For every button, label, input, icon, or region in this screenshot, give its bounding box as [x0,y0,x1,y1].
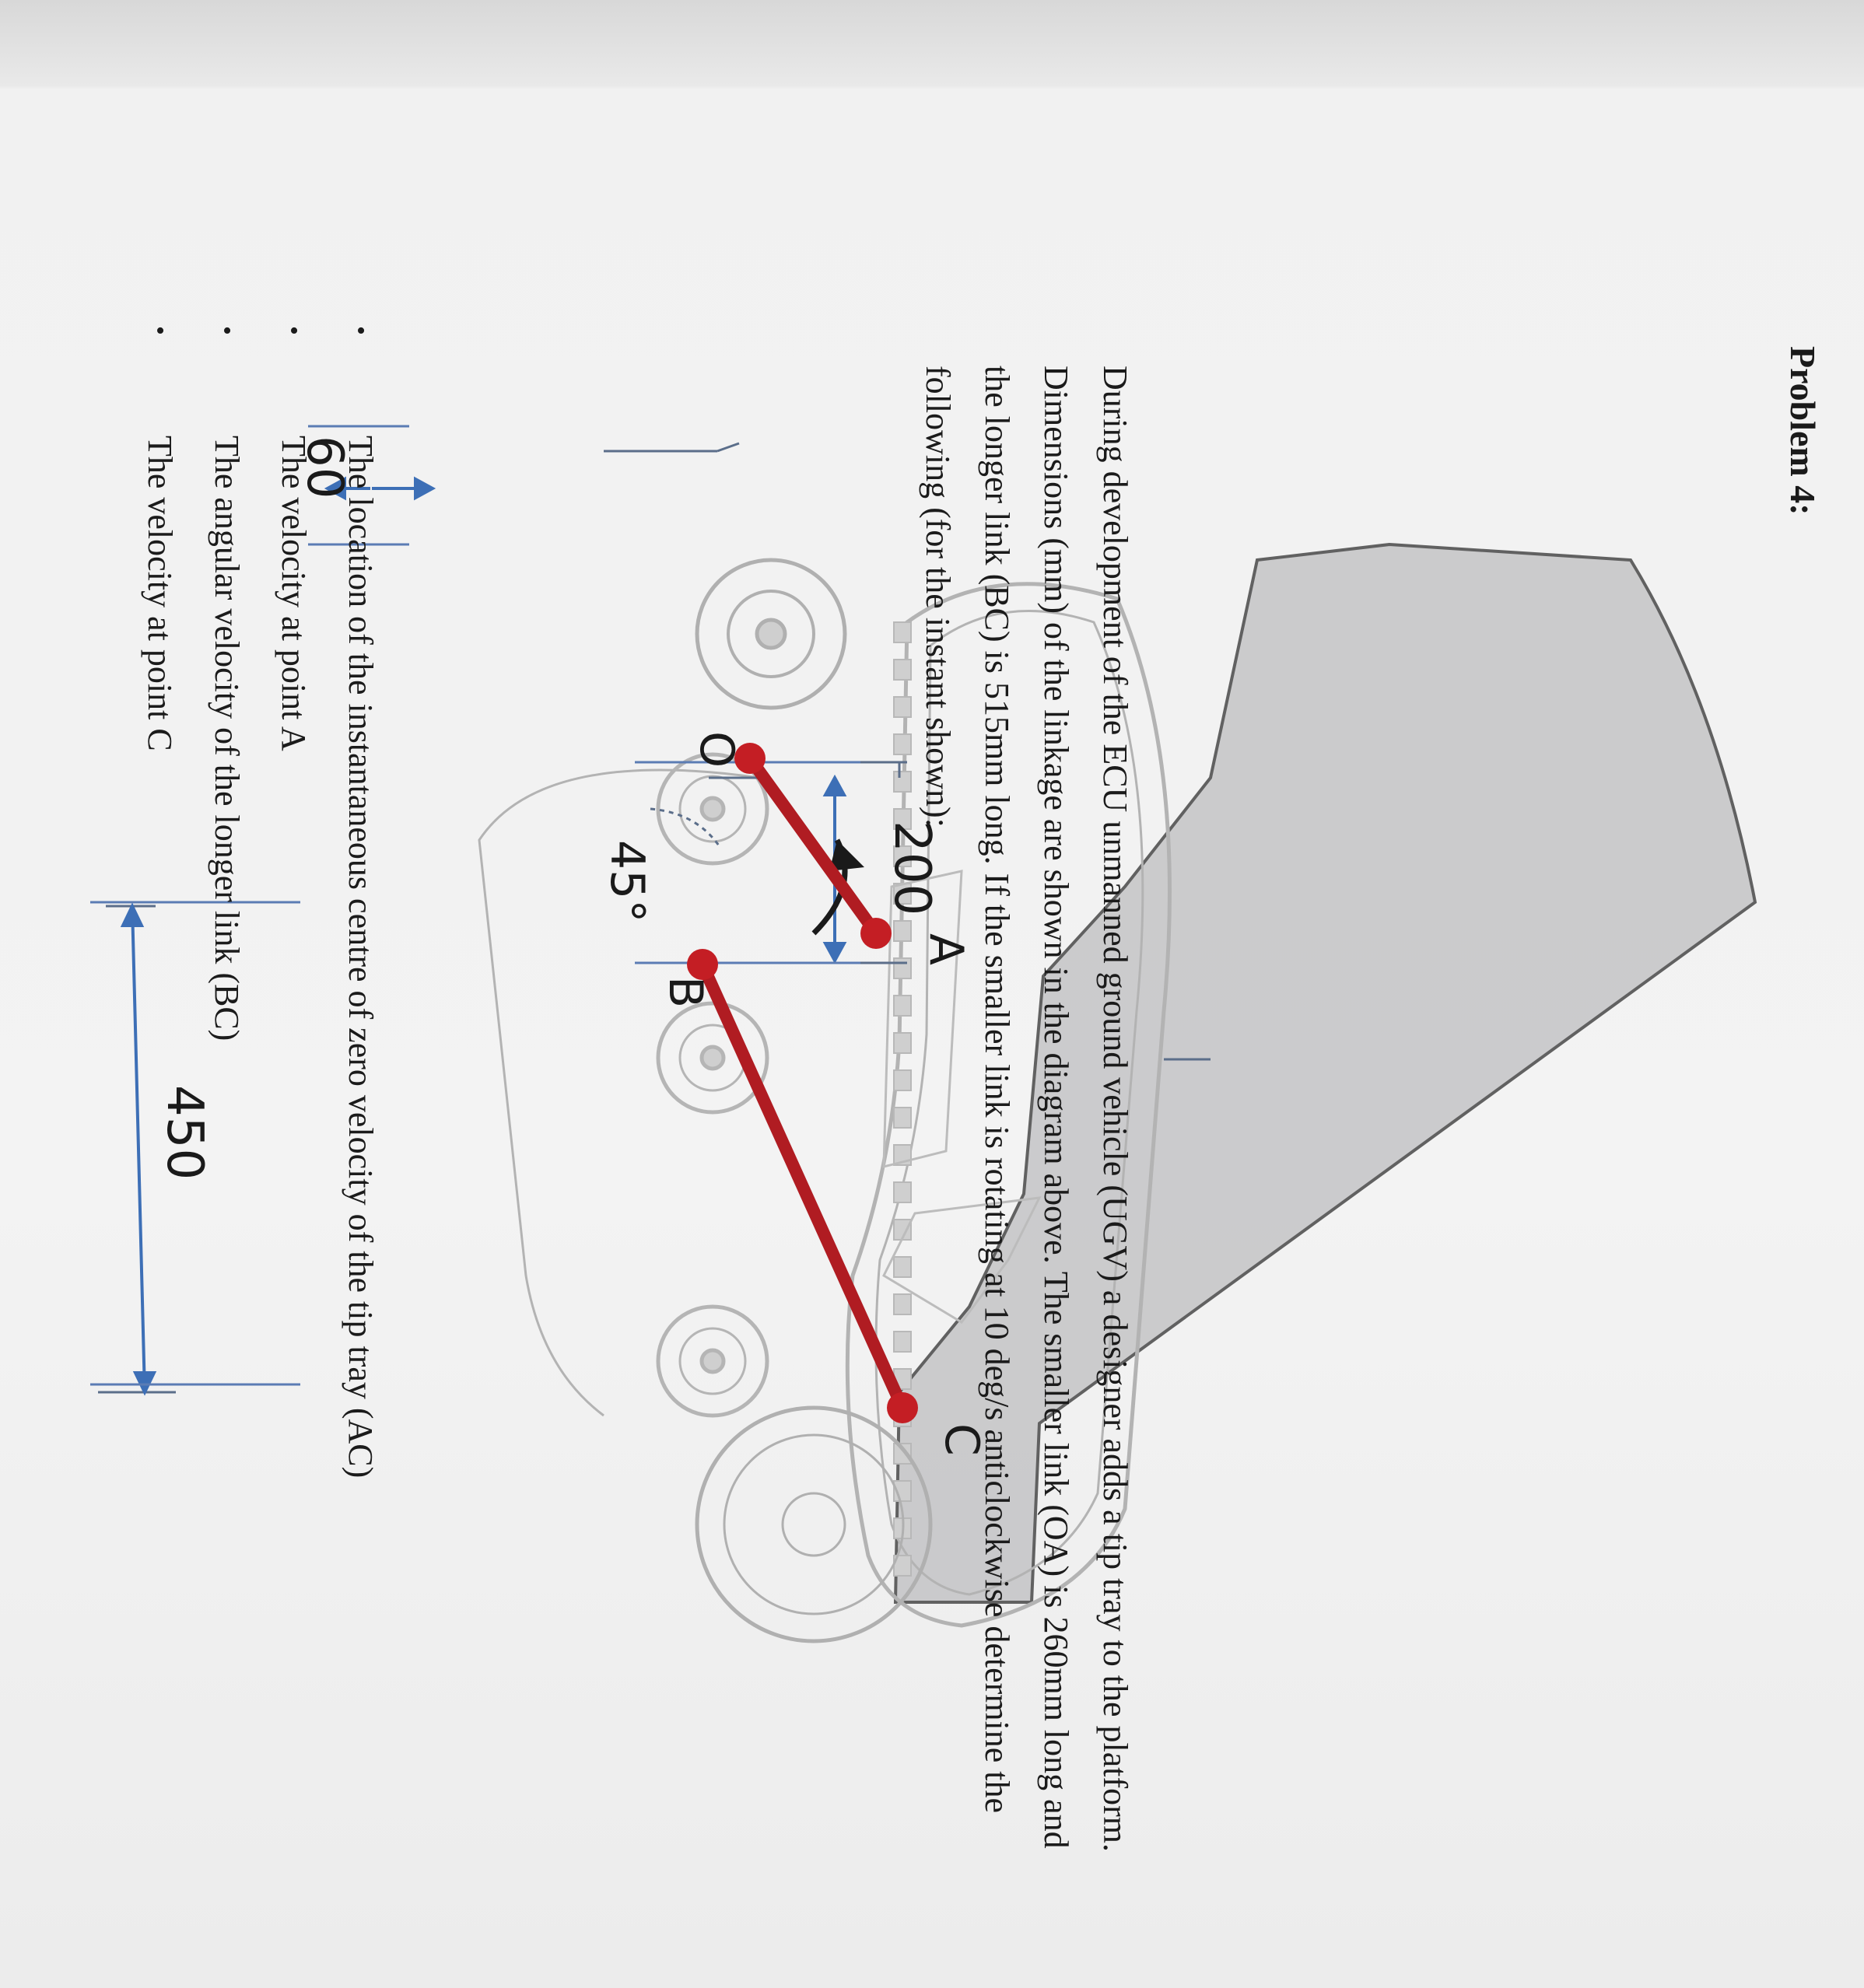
task-item [126,319,193,1478]
task-text: The velocity at point A [275,436,313,751]
dimension-angle: 45° [600,840,654,923]
bullet-icon: • [212,326,241,335]
task-item [327,319,394,1478]
label-a: A [919,933,973,966]
problem-statement: During development of the ECU unmanned ground vehicle (UGV) a designer adds a tip tray to the platform. Dimensions (mm) of the linkage are shown in the diagram above. The smaller link (OA) is 260mm long and the longer link (BC) is 515mm long. If the smaller link is rotating at 10 deg/s anticlockwise determine the following (for the instant shown): [919,366,1134,1853]
joint-b [687,949,718,980]
bullet-icon: • [145,326,174,335]
dimension-450: 450 [156,1085,213,1181]
dimension-60: 60 [296,436,353,499]
link-bc [703,964,902,1408]
problem-title: Problem 4: [1783,346,1823,516]
front-idler-wheel [697,560,845,708]
link-oa [750,758,876,933]
task-text: The angular velocity of the longer link (BC) [208,436,246,1041]
bullet-icon: • [346,326,375,335]
task-item [260,319,327,1478]
road-wheel-3 [658,1307,767,1416]
task-list [126,319,394,1478]
bullet-icon: • [279,326,308,335]
label-o: O [689,731,744,768]
label-c: C [934,1423,989,1456]
task-text: The location of the instantaneous centre of zero velocity of the tip tray (AC) [342,436,380,1479]
joint-a [860,918,892,949]
task-text: The velocity at point C [141,436,179,751]
task-item [193,319,260,1478]
label-b: B [658,976,713,1009]
dimension-200: 200 [883,821,941,916]
